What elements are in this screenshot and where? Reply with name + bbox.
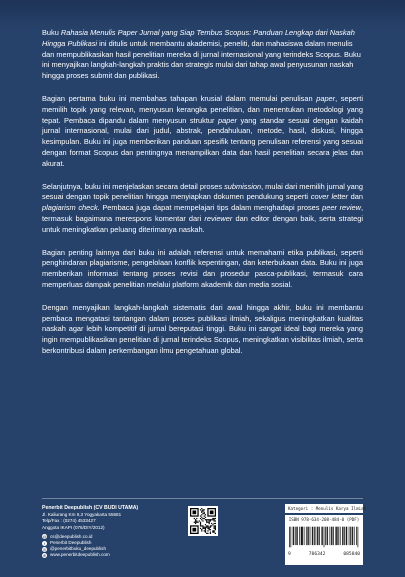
email-icon: @ (42, 534, 47, 540)
italic-term: Rahasia Menulis Paper Jurnal yang Siap Tembus Scopus: Panduan Lengkap dari Naskah Hingga Publikasi (42, 28, 355, 48)
globe-icon: ⊕ (42, 553, 47, 559)
contact-facebook: f Penerbit Deepublish (43, 540, 92, 546)
contact-instagram: ◎ @penerbitbuku_deepublish (42, 546, 107, 552)
barcode-panel (285, 515, 363, 565)
synopsis-paragraph (42, 182, 363, 236)
italic-term: peer review (322, 203, 361, 213)
publisher-phone: Telp/Fax : (0274) 4533427 (42, 518, 96, 524)
contact-email: @ cs@deepublish.co.id (42, 533, 93, 540)
facebook-icon: f (43, 540, 46, 546)
text-run: dan editor dengan baik, serta strategi untuk meningkatkan peluang diterimanya naskah. (42, 213, 363, 234)
text-run: dan (347, 192, 363, 202)
italic-term: plagiarism check (42, 203, 98, 213)
publisher-name: Penerbit Deepublish (CV BUDI UTAMA) (42, 505, 139, 511)
barcode-right-group: 085840 (343, 552, 360, 557)
barcode-left-group: 786342 (308, 552, 326, 557)
text-run: Buku (42, 28, 61, 37)
text-run: , seperti memilih topik yang relevan, menyusun kerangka penelitian, dan menentukan metodologi yang tepat. Pembaca dipandu dalam menyusun struktur (42, 93, 363, 125)
italic-term: submission (224, 181, 262, 191)
category-label: Kategori : Menulis Karya Ilmiah (285, 504, 363, 513)
text-run: Bagian penting lainnya dari buku ini adalah referensi untuk memahami etika publikasi, seperti penghindaran plagiarisme, pengelolaan konflik kepentingan, dan keterbukaan data. Buku ini juga memberikan informasi tentang proses revisi dan prosedur pasca-publikasi, termasuk cara memperluas dampak penelitian melalui platform akademik dan media sosial. (42, 247, 363, 289)
publisher-info (42, 505, 172, 559)
instagram-icon: ◎ (42, 546, 47, 552)
synopsis-paragraph (42, 28, 363, 82)
barcode-first-digit: 9 (288, 552, 291, 557)
italic-term: reviewer (204, 213, 233, 223)
italic-term: cover letter (310, 192, 348, 202)
text-run: Dengan menyajikan langkah-langkah sistematis dari awal hingga akhir, buku ini membantu pembaca mengatasi tantangan dalam proses publikasi ilmiah, sekaligus meningkatkan kualitas naskah agar lebih kompetitif di jurnal bereputasi tinggi. Buku ini sangat ideal bagi mereka yang ingin mempublikasikan penelitian di jurnal terindeks Scopus, meningkatkan visibilitas ilmiah, serta berkontribusi dalam perkembangan ilmu pengetahuan global. (42, 302, 363, 355)
qr-code-graphic (190, 508, 216, 534)
publisher-contacts (42, 534, 172, 559)
qr-code (188, 506, 218, 536)
text-run: , mulai dari memilih jurnal yang sesuai dengan topik penelitian hingga menyiapkan dokumen pendukung seperti (42, 181, 363, 202)
text-run: yang standar sesuai dengan kaidah jurnal internasional, mulai dari judul, abstrak, pendahuluan, metode, hasil, diskusi, hingga kesimpulan. Buku ini juga memberikan panduan spesifik tentang penulisan referensi yang sesuai dengan format Scopus dan pentingnya menampilkan data dan hasil penelitian secara jelas dan akurat. (42, 115, 363, 168)
text-run: . Pembaca juga dapat mempelajari tips dalam menghadapi proses (97, 203, 323, 213)
top-gradient-band (0, 0, 405, 30)
synopsis-paragraph (42, 303, 363, 357)
barcode-area (285, 504, 367, 566)
text-run: Bagian pertama buku ini membahas tahapan krusial dalam memulai penulisan (42, 93, 317, 103)
text-run: , termasuk bagaimana merespons komentar dari (42, 203, 363, 223)
italic-term: paper (218, 115, 237, 125)
isbn-text: ISBN 978-634-208-484-0 (PDF) (288, 517, 360, 522)
publisher-address: Jl. Kaliurang Km 9,3 Yogyakarta 55581 (42, 512, 122, 518)
text-run: ini ditulis untuk membantu akademisi, peneliti, dan mahasiswa dalam menulis dan mempublikasikan hasil penelitian mereka di jurnal internasional yang terindeks Scopus. Buku ini menyajikan langkah-langkah praktis dan strategis mulai dari tahap awal penyusunan naskah hingga proses submit dan publikasi. (42, 38, 361, 81)
synopsis-paragraph (42, 94, 363, 170)
synopsis-paragraph (42, 248, 363, 291)
barcode-numbers (288, 552, 360, 557)
back-cover-synopsis (42, 28, 363, 369)
publisher-membership: Anggota IKAPI (076/DIY/2012) (42, 524, 105, 530)
italic-term: paper (316, 93, 336, 103)
barcode-bars (289, 523, 359, 551)
contact-website: ⊕ www.penerbitdeepublish.com (42, 552, 110, 559)
footer-divider (42, 498, 363, 499)
text-run: Selanjutnya, buku ini menjelaskan secara detail proses (42, 181, 225, 191)
